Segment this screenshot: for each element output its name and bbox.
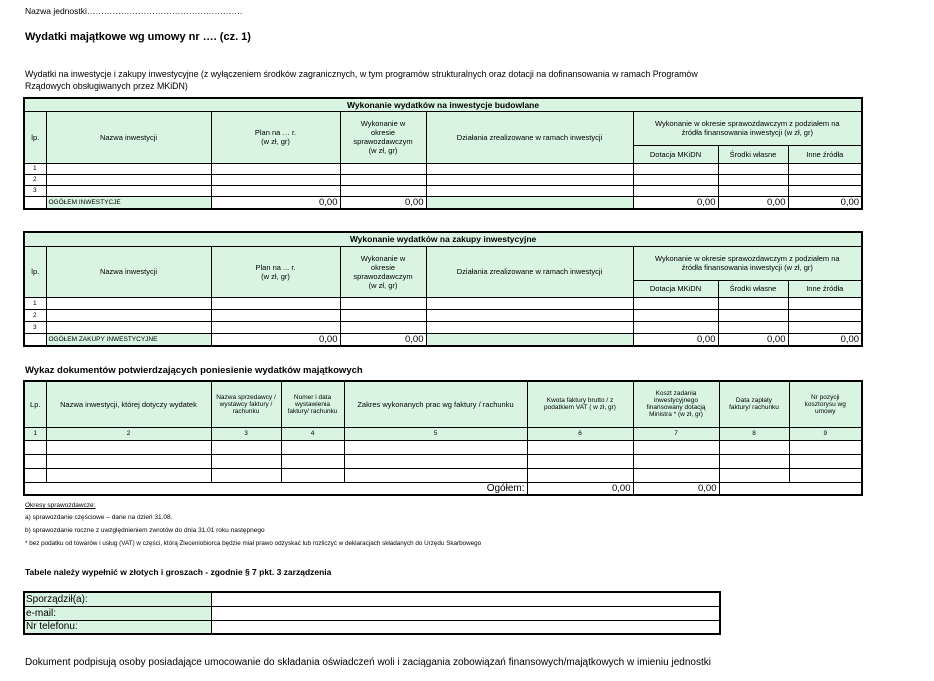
table3-col-lp: Lp.: [24, 381, 46, 427]
contact-table: [23, 591, 721, 635]
table2-col-actions: Działania zrealizowane w ramach inwestycji: [426, 246, 633, 297]
table1-col-name: Nazwa inwestycji: [46, 111, 211, 163]
table3-col-amount: Kwota faktury brutto / z podatkiem VAT ( w zł, gr): [527, 381, 633, 427]
table1-col-lp: lp.: [24, 111, 46, 163]
prepared-by-label: Sporządził(a):: [24, 592, 211, 606]
prepared-by-field[interactable]: [211, 592, 720, 606]
table-row: 3: [24, 185, 862, 196]
table-row: 1: [24, 297, 862, 309]
table-documents: [23, 380, 863, 496]
table2-col-plan: Plan na ... r. (w zł, gr): [211, 246, 340, 297]
table1-total-execution: 0,00: [340, 196, 426, 209]
table2-title: Wykonanie wydatków na zakupy inwestycyjne: [24, 232, 862, 246]
table1-total-row: [24, 196, 862, 209]
table3-col-position: Nr pozycji kosztorysu wg umowy: [789, 381, 862, 427]
table3-col-cost: Koszt zadania inwestycyjnego finansowany dotacją Ministra * (w zł, gr): [633, 381, 719, 427]
table2-total-other: 0,00: [788, 333, 862, 346]
note-b: b) sprawozdanie roczne z uwzględnieniem zwrotów do dnia 31.01 roku następnego: [25, 527, 265, 534]
table1-col-other: Inne źródła: [788, 145, 862, 163]
subtitle-line-1: Wydatki na inwestycje i zakupy inwestycyjne (z wyłączeniem środków zagranicznych, w tym programów strukturalnych oraz dotacji na dofinansowania w ramach Programów: [25, 69, 698, 79]
table3-total-row: [24, 482, 862, 495]
table2-total-own: 0,00: [718, 333, 788, 346]
email-label: e-mail:: [24, 606, 211, 620]
table2-col-grant: Dotacja MKiDN: [633, 280, 718, 297]
table1-total-other: 0,00: [788, 196, 862, 209]
table1-total-grant: 0,00: [633, 196, 718, 209]
table3-col-scope: Zakres wykonanych prac wg faktury / rachunku: [344, 381, 527, 427]
table-row: 2: [24, 309, 862, 321]
table-investments-construction: [23, 97, 863, 210]
table3-col-seller: Nazwa sprzedawcy / wystawcy faktury / rachunku: [211, 381, 281, 427]
phone-label: Nr telefonu:: [24, 620, 211, 634]
table3-col-payment-date: Data zapłaty faktury/ rachunku: [719, 381, 789, 427]
table1-col-execution: Wykonanie w okresie sprawozdawczym (w zł, gr): [340, 111, 426, 163]
table2-total-row: [24, 333, 862, 346]
table2-col-name: Nazwa inwestycji: [46, 246, 211, 297]
table3-total-label: Ogółem:: [24, 482, 527, 495]
table1-total-plan: 0,00: [211, 196, 340, 209]
subtitle-line-2: Rządowych obsługiwanych przez MKiDN): [25, 81, 188, 91]
table1-total-own: 0,00: [718, 196, 788, 209]
table1-col-grant: Dotacja MKiDN: [633, 145, 718, 163]
table3-total-cost: 0,00: [633, 482, 719, 495]
table3-col-invoice-number: Numer i data wystawienia faktury/ rachunku: [281, 381, 344, 427]
unit-name-line: Nazwa jednostki……………………………………………….: [25, 6, 243, 16]
table-row: 3: [24, 321, 862, 333]
page-title: Wydatki majątkowe wg umowy nr …. (cz. 1): [25, 31, 251, 43]
documents-heading: Wykaz dokumentów potwierdzających poniesienie wydatków majątkowych: [25, 365, 363, 376]
table2-col-breakdown: Wykonanie w okresie sprawozdawczym z podziałem na źródła finansowania inwestycji (w zł, gr): [633, 246, 862, 280]
table2-col-lp: lp.: [24, 246, 46, 297]
table2-col-own-funds: Środki własne: [718, 280, 788, 297]
table2-total-execution: 0,00: [340, 333, 426, 346]
table3-number-row: 1 2 3 4 5 6 7 8 9: [24, 427, 862, 440]
table-row: 1: [24, 163, 862, 174]
note-fill-instruction: Tabele należy wypełnić w złotych i groszach - zgodnie § 7 pkt. 3 zarządzenia: [25, 567, 332, 577]
table2-total-grant: 0,00: [633, 333, 718, 346]
table-row: [24, 454, 862, 468]
table1-col-actions: Działania zrealizowane w ramach inwestycji: [426, 111, 633, 163]
phone-field[interactable]: [211, 620, 720, 634]
table-row: 2: [24, 174, 862, 185]
table1-col-plan: Plan na … r. (w zł, gr): [211, 111, 340, 163]
table1-col-breakdown: Wykonanie w okresie sprawozdawczym z podziałem na źródła finansowania inwestycji (w zł, gr): [633, 111, 862, 145]
table-row: [24, 468, 862, 482]
note-periods: Okresy sprawozdawcze:: [25, 502, 96, 509]
table2-total-label: OGÓŁEM ZAKUPY INWESTYCYJNE: [46, 333, 211, 346]
table3-col-name: Nazwa inwestycji, której dotyczy wydatek: [46, 381, 211, 427]
table-investment-purchases: [23, 231, 863, 347]
footer-note: Dokument podpisują osoby posiadające umocowanie do składania oświadczeń woli i zaciągania zobowiązań finansowych/majątkowych w imieniu jednostki: [25, 657, 711, 668]
email-field[interactable]: [211, 606, 720, 620]
note-a: a) sprawozdanie częściowe – dane na dzień 31.08.: [25, 514, 173, 521]
table2-total-plan: 0,00: [211, 333, 340, 346]
table1-title: Wykonanie wydatków na inwestycje budowlane: [24, 98, 862, 111]
table1-col-own-funds: Środki własne: [718, 145, 788, 163]
table1-total-label: OGÓŁEM INWESTYCJE: [46, 196, 211, 209]
table3-total-amount: 0,00: [527, 482, 633, 495]
table-row: [24, 440, 862, 454]
table2-col-execution: Wykonanie w okresie sprawozdawczym (w zł, gr): [340, 246, 426, 297]
note-star: * bez podatku od towarów i usług (VAT) w części, którą Zleceniobiorca będzie miał prawo odzyskać lub rozliczyć w deklaracjach składanych do Urzędu Skarbowego: [25, 540, 482, 547]
table2-col-other: Inne źródła: [788, 280, 862, 297]
